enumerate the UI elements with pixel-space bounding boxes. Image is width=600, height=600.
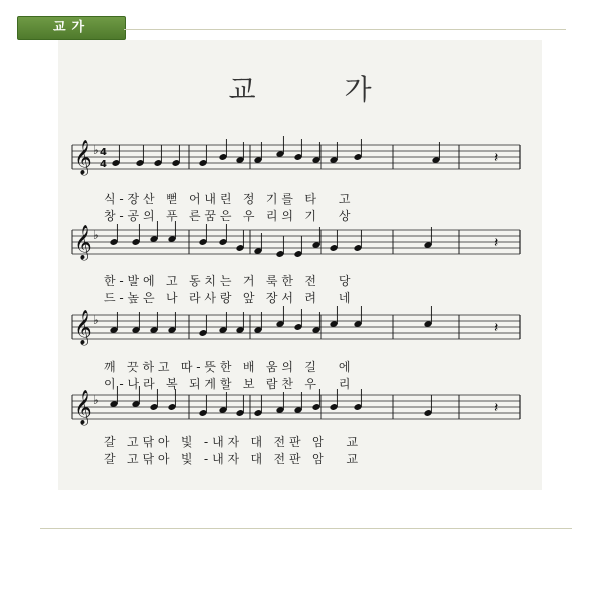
flat-sign-icon: ♭: [93, 393, 99, 407]
quarter-rest-icon: 𝄽: [494, 320, 499, 336]
flat-sign-icon: ♭: [93, 228, 99, 242]
lyric-line-3-verse-2: 이 - 나 라 복 되 게 할 보 람 찬 우 리: [104, 377, 351, 391]
quarter-rest-icon: 𝄽: [494, 400, 499, 416]
header-divider: [124, 29, 566, 30]
lyric-line-4-verse-1: 갈 고 닦 아 빛 - 내 자 대 전 판 암 교: [104, 435, 359, 449]
lyric-line-1-verse-1: 식 - 장 산 뻗 어 내 린 정 기 를 타 고: [104, 192, 351, 206]
header-tab[interactable]: 교가: [17, 16, 126, 40]
lyric-line-1-verse-2: 창 - 공 의 푸 른 꿈 은 우 리 의 기 상: [104, 209, 351, 223]
lyric-line-2-verse-2: 드 - 높 은 나 라 사 랑 앞 장 서 려 네: [104, 291, 351, 305]
sheet-music-score: [58, 40, 542, 490]
song-title: 교 가: [228, 73, 412, 106]
bottom-divider: [40, 528, 572, 529]
treble-clef-icon: 𝄞: [74, 225, 92, 260]
treble-clef-icon: 𝄞: [74, 390, 92, 425]
flat-sign-icon: ♭: [93, 313, 99, 327]
quarter-rest-icon: 𝄽: [494, 235, 499, 251]
treble-clef-icon: 𝄞: [74, 140, 92, 175]
lyric-line-2-verse-1: 한 - 발 에 고 동 치 는 거 룩 한 전 당: [104, 274, 351, 288]
time-signature-bottom: 4: [100, 159, 107, 170]
sheet-music-panel: [58, 40, 542, 490]
lyric-line-3-verse-1: 깨 끗 하 고 따 - 뜻 한 배 움 의 길 에: [104, 360, 351, 374]
quarter-rest-icon: 𝄽: [494, 150, 499, 166]
treble-clef-icon: 𝄞: [74, 310, 92, 345]
time-signature-top: 4: [100, 147, 107, 158]
lyric-line-4-verse-2: 갈 고 닦 아 빛 - 내 자 대 전 판 암 교: [104, 452, 359, 466]
flat-sign-icon: ♭: [93, 143, 99, 157]
